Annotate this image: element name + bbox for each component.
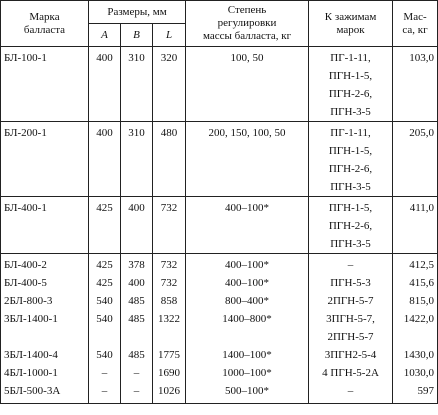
cell-b: 310: [121, 122, 153, 197]
header-clamps: К зажимам марок: [309, 1, 393, 47]
table-row: [1, 47, 438, 122]
cell-l: 732: [153, 197, 186, 254]
cell-regulation: 100, 50: [186, 47, 309, 122]
cell-b: 378 400 485 485 485 – –: [121, 254, 153, 404]
cell-mark: БЛ-100-1: [1, 47, 89, 122]
cell-b: 400: [121, 197, 153, 254]
cell-clamps: – ПГН-5-3 2ПГН-5-7 3ПГН-5-7, 2ПГН-5-7 3ПГН2-5-4 4 ПГН-5-2А –: [309, 254, 393, 404]
cell-l: 320: [153, 47, 186, 122]
header-regulation: Степень регулировки массы балласта, кг: [186, 1, 309, 47]
cell-b: 310: [121, 47, 153, 122]
header-mark: Марка балласта: [1, 1, 89, 47]
cell-a: 425 425 540 540 540 – –: [89, 254, 121, 404]
cell-regulation: 400–100*: [186, 197, 309, 254]
cell-a: 400: [89, 47, 121, 122]
header-dim-b: B: [121, 24, 153, 47]
cell-mass: 411,0: [393, 197, 438, 254]
table-row: [1, 197, 438, 254]
cell-l: 480: [153, 122, 186, 197]
cell-a: 400: [89, 122, 121, 197]
cell-regulation: 400–100* 400–100* 800–400* 1400–800* 1400–100* 1000–100* 500–100*: [186, 254, 309, 404]
cell-mark: БЛ-400-2 БЛ-400-5 2БЛ-800-3 3БЛ-1400-1 3БЛ-1400-4 4БЛ-1000-1 5БЛ-500-3А: [1, 254, 89, 404]
cell-clamps: ПГН-1-5, ПГН-2-6, ПГН-3-5: [309, 197, 393, 254]
cell-mark: БЛ-200-1: [1, 122, 89, 197]
cell-regulation: 200, 150, 100, 50: [186, 122, 309, 197]
cell-mass: 412,5 415,6 815,0 1422,0 1430,0 1030,0 597: [393, 254, 438, 404]
cell-a: 425: [89, 197, 121, 254]
cell-mass: 103,0: [393, 47, 438, 122]
header-mass: Мас- са, кг: [393, 1, 438, 47]
header-dimensions: Размеры, мм: [89, 1, 186, 24]
cell-clamps: ПГ-1-11, ПГН-1-5, ПГН-2-6, ПГН-3-5: [309, 122, 393, 197]
table-row: [1, 122, 438, 197]
cell-l: 732 732 858 1322 1775 1690 1026: [153, 254, 186, 404]
cell-clamps: ПГ-1-11, ПГН-1-5, ПГН-2-6, ПГН-3-5: [309, 47, 393, 122]
header-dim-l: L: [153, 24, 186, 47]
header-dim-a: A: [89, 24, 121, 47]
cell-mark: БЛ-400-1: [1, 197, 89, 254]
cell-mass: 205,0: [393, 122, 438, 197]
table-row: [1, 254, 438, 404]
